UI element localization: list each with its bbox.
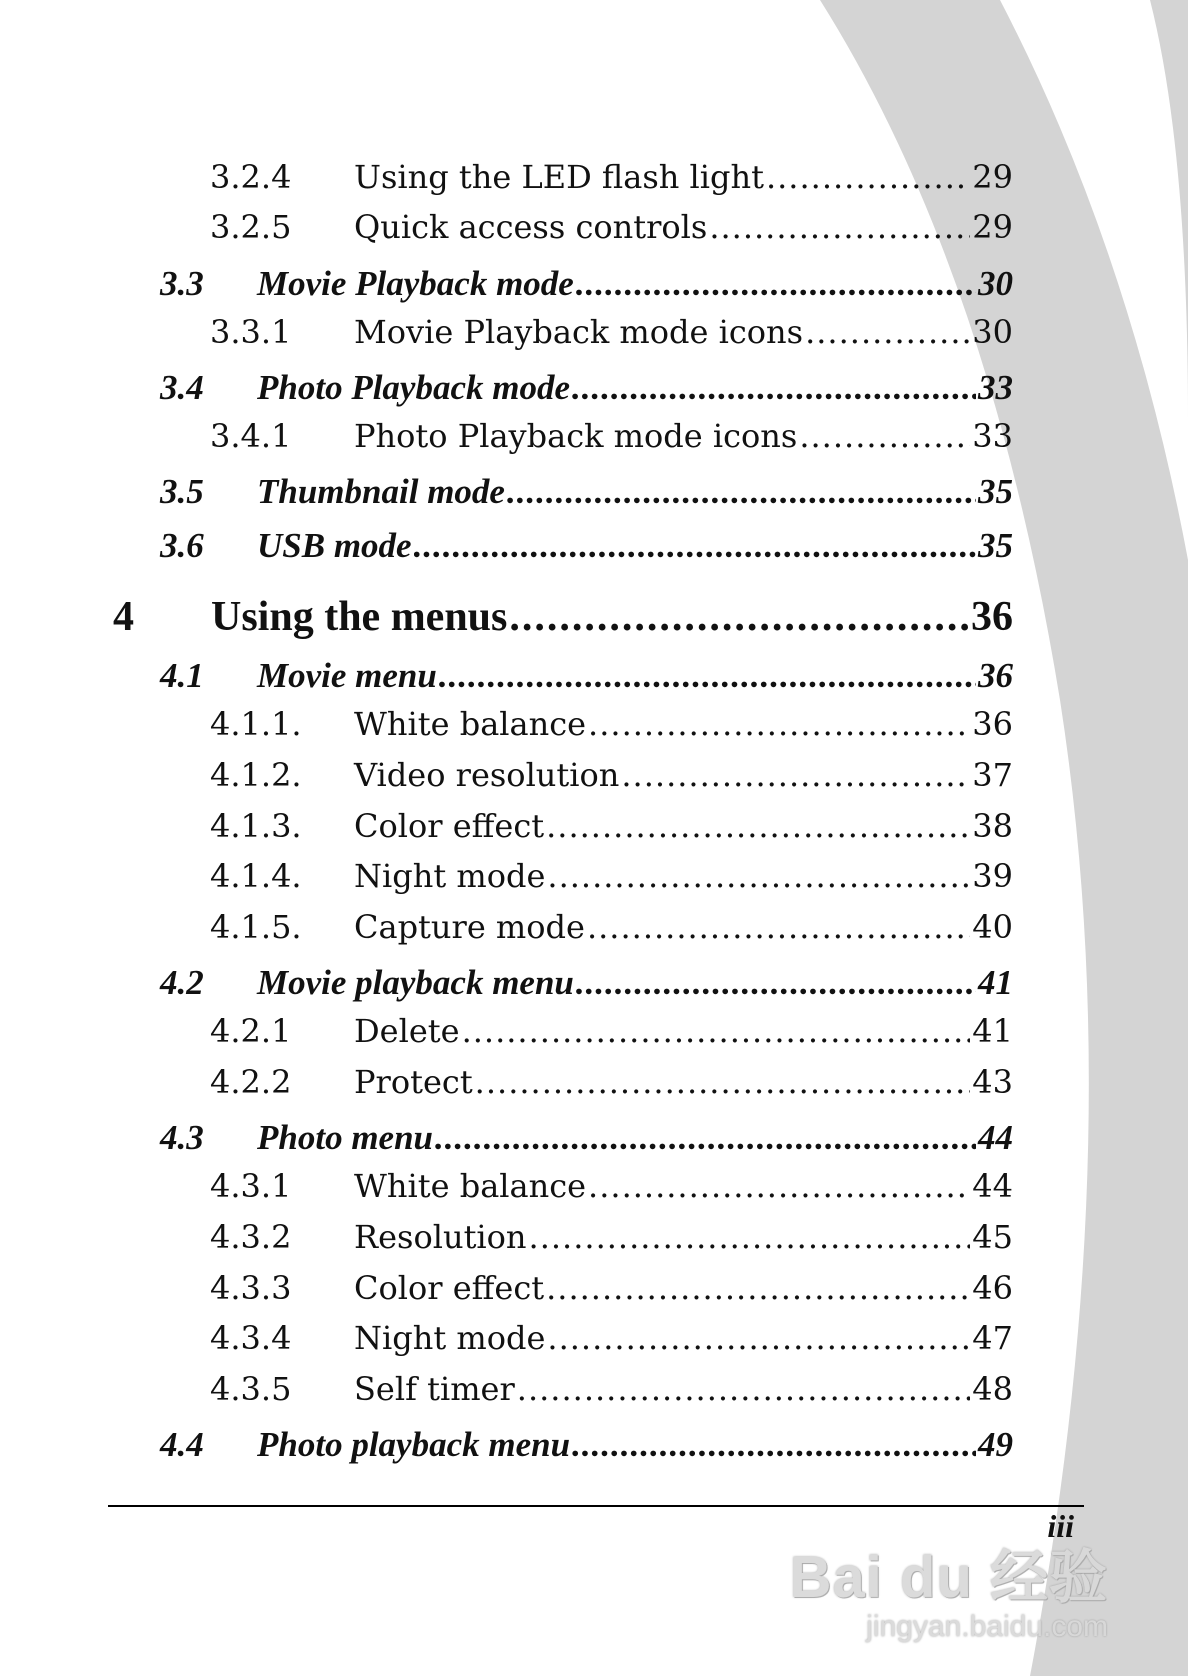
entry-title: Resolution [354,1218,527,1256]
toc-entry[interactable] [210,1218,1013,1256]
entry-title: Self timer [354,1370,515,1408]
entry-number: 4.3 [160,1118,204,1157]
entry-title: Photo playback menu [257,1425,571,1464]
toc-entry[interactable] [160,1118,1013,1158]
entry-number: 4.3.1 [210,1167,292,1205]
toc-entry[interactable] [160,656,1013,696]
entry-page: 44 [972,1167,1013,1205]
footer-page-number: iii [1047,1508,1074,1544]
entry-page: 39 [972,857,1013,895]
toc-entry[interactable] [210,756,1013,794]
entry-page: 38 [972,807,1013,845]
dot-leader [799,417,970,455]
toc-entry[interactable] [160,963,1013,1003]
chapter-page: 36 [971,594,1013,640]
dot-leader [507,472,976,512]
dot-leader [435,1118,976,1158]
dot-leader [766,158,970,196]
entry-number: 4.1.5. [210,908,302,946]
dot-leader [509,593,969,641]
entry-page: 45 [972,1218,1013,1256]
entry-page: 35 [978,526,1013,565]
dot-leader [805,313,970,351]
entry-number: 3.2.4 [210,158,292,196]
dot-leader [475,1063,971,1101]
toc-entry[interactable] [210,313,1013,351]
dot-leader [709,208,970,246]
dot-leader [517,1370,971,1408]
entry-title: Night mode [354,857,546,895]
entry-number: 4.3.4 [210,1319,292,1357]
entry-page: 41 [972,1012,1013,1050]
entry-title: Protect [354,1063,473,1101]
dot-leader [529,1218,971,1256]
entry-number: 4.1.3. [210,807,302,845]
dot-leader [414,526,976,566]
dot-leader [576,963,976,1003]
entry-page: 37 [972,756,1013,794]
toc-entry[interactable] [160,264,1013,304]
entry-number: 4.3.3 [210,1269,292,1307]
watermark-brand: Bai du 经验 [789,1545,1108,1610]
toc-entry[interactable] [210,1063,1013,1101]
entry-title: Movie menu [257,656,437,695]
entry-title: Photo Playback mode [257,368,571,407]
entry-number: 4.1.2. [210,756,302,794]
entry-page: 35 [978,472,1013,511]
entry-number: 3.4 [160,368,204,407]
dot-leader [546,807,970,845]
entry-page: 36 [978,656,1013,695]
entry-number: 4.3.2 [210,1218,292,1256]
entry-page: 41 [978,963,1013,1002]
entry-title: White balance [354,705,587,743]
entry-number: 3.2.5 [210,208,292,246]
toc-entry[interactable] [210,158,1013,196]
dot-leader [572,1425,976,1465]
dot-leader [547,857,970,895]
entry-page: 43 [972,1063,1013,1101]
entry-title: Using the LED flash light [354,158,764,196]
toc-entry[interactable] [210,208,1013,246]
toc-entry[interactable] [210,417,1013,455]
entry-page: 30 [978,264,1013,303]
toc-entry[interactable] [210,908,1013,946]
entry-title: Night mode [354,1319,546,1357]
dot-leader [546,1269,970,1307]
entry-title: Color effect [354,807,545,845]
toc-chapter-entry[interactable] [113,593,1013,641]
dot-leader [576,264,976,304]
entry-page: 33 [972,417,1013,455]
toc-entry[interactable] [210,1012,1013,1050]
toc-entry[interactable] [160,1425,1013,1465]
toc-entry[interactable] [210,807,1013,845]
dot-leader [572,368,976,408]
entry-number: 4.2.2 [210,1063,292,1101]
dot-leader [621,756,970,794]
footer-rule [108,1505,1084,1507]
entry-title: Thumbnail mode [257,472,505,511]
entry-page: 29 [972,208,1013,246]
entry-number: 3.6 [160,526,204,565]
entry-title: Photo menu [257,1118,434,1157]
baidu-watermark [790,1530,1108,1644]
entry-number: 3.3 [160,264,204,303]
entry-title: Video resolution [354,756,620,794]
entry-page: 36 [972,705,1013,743]
entry-page: 48 [972,1370,1013,1408]
entry-title: Capture mode [354,908,585,946]
entry-number: 3.5 [160,472,204,511]
entry-page: 40 [972,908,1013,946]
chapter-number: 4 [113,594,134,640]
entry-page: 29 [972,158,1013,196]
toc-entry[interactable] [160,368,1013,408]
entry-page: 33 [978,368,1013,407]
dot-leader [588,705,970,743]
entry-title: Color effect [354,1269,545,1307]
entry-title: USB mode [257,526,412,565]
entry-number: 4.2 [160,963,204,1002]
entry-number: 4.1 [160,656,204,695]
toc-entry[interactable] [210,1269,1013,1307]
entry-title: Movie playback menu [257,963,574,1002]
dot-leader [462,1012,971,1050]
toc-entry[interactable] [210,1319,1013,1357]
entry-page: 46 [972,1269,1013,1307]
dot-leader [547,1319,970,1357]
entry-title: Delete [354,1012,460,1050]
dot-leader [587,908,970,946]
entry-number: 4.4 [160,1425,204,1464]
toc-entry[interactable] [210,705,1013,743]
toc-entry[interactable] [160,526,1013,566]
entry-number: 4.1.4. [210,857,302,895]
entry-number: 4.3.5 [210,1370,292,1408]
entry-page: 44 [978,1118,1013,1157]
entry-page: 47 [972,1319,1013,1357]
entry-title: Movie Playback mode [257,264,574,303]
entry-title: Quick access controls [354,208,708,246]
entry-page: 49 [978,1425,1013,1464]
dot-leader [588,1167,970,1205]
entry-title: White balance [354,1167,587,1205]
chapter-title: Using the menus [211,594,508,640]
entry-number: 3.3.1 [210,313,292,351]
entry-number: 3.4.1 [210,417,292,455]
toc-entry[interactable] [210,1370,1013,1408]
toc-entry[interactable] [210,1167,1013,1205]
entry-number: 4.2.1 [210,1012,292,1050]
dot-leader [439,656,976,696]
watermark-url: jingyan.baidu.com [866,1610,1108,1643]
entry-page: 30 [972,313,1013,351]
entry-title: Movie Playback mode icons [354,313,804,351]
toc-entry[interactable] [160,472,1013,512]
entry-number: 4.1.1. [210,705,302,743]
toc-entry[interactable] [210,857,1013,895]
entry-title: Photo Playback mode icons [354,417,798,455]
